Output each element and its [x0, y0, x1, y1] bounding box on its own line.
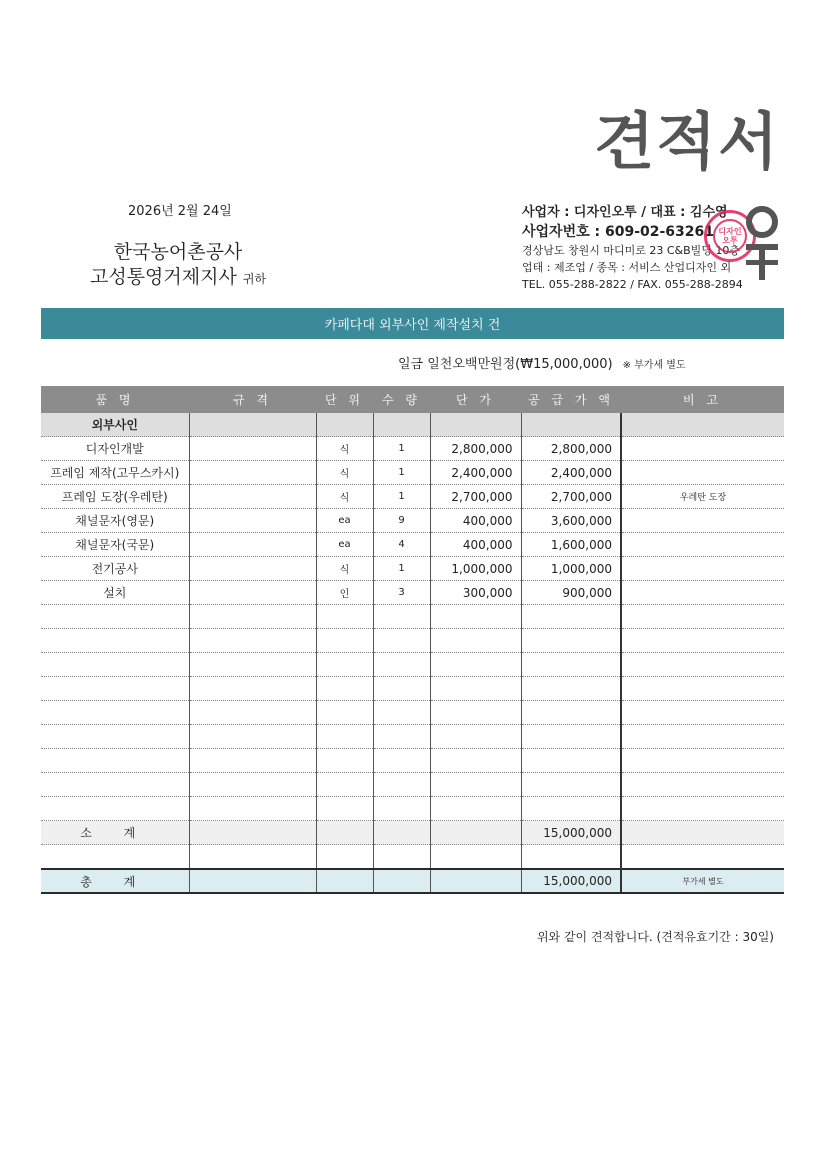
item-spec [189, 533, 316, 557]
recipient-block [90, 240, 266, 292]
project-title-bar [41, 308, 784, 339]
item-unit-price: 400,000 [430, 509, 521, 533]
item-name: 전기공사 [41, 557, 189, 581]
item-remarks [621, 533, 784, 557]
supplier-business-number: 사업자번호 : 609-02-63261 [522, 224, 714, 240]
empty-row [41, 749, 784, 773]
recipient-branch [90, 265, 266, 292]
item-remarks [621, 461, 784, 485]
item-remarks [621, 557, 784, 581]
subtotal-label: 소 계 [41, 821, 189, 845]
item-spec [189, 557, 316, 581]
item-amount: 900,000 [521, 581, 621, 605]
issue-date: 2026년 2월 24일 [128, 204, 232, 219]
item-unit: ea [316, 509, 373, 533]
subtotal-amount: 15,000,000 [521, 821, 621, 845]
empty-row [41, 677, 784, 701]
empty-row [41, 653, 784, 677]
header-supply-amount: 공 급 가 액 [521, 386, 621, 413]
table-row [41, 509, 784, 533]
item-unit: 인 [316, 581, 373, 605]
item-unit: 식 [316, 557, 373, 581]
item-spec [189, 509, 316, 533]
recipient-org: 한국농어촌공사 [113, 241, 243, 263]
item-unit: 식 [316, 461, 373, 485]
item-unit: 식 [316, 437, 373, 461]
header-unit: 단 위 [316, 386, 373, 413]
empty-row [41, 773, 784, 797]
project-title: 카페다대 외부사인 제작설치 건 [324, 318, 501, 333]
empty-row [41, 701, 784, 725]
item-remarks [621, 581, 784, 605]
empty-row [41, 797, 784, 821]
amount-in-words: 일금 일천오백만원정(₩15,000,000) [398, 357, 613, 372]
item-amount: 1,000,000 [521, 557, 621, 581]
item-spec [189, 581, 316, 605]
supplier-contact: TEL. 055-288-2822 / FAX. 055-288-2894 [522, 278, 743, 291]
item-name: 채널문자(국문) [41, 533, 189, 557]
total-note: 부가세 별도 [621, 869, 784, 893]
category-row [41, 413, 784, 437]
spacer-row [41, 845, 784, 870]
header-quantity: 수 량 [373, 386, 430, 413]
vat-note: ※ 부가세 별도 [622, 360, 686, 371]
header-item-name: 품 명 [41, 386, 189, 413]
item-remarks [621, 509, 784, 533]
item-remarks: 우레탄 도장 [621, 485, 784, 509]
item-amount: 3,600,000 [521, 509, 621, 533]
item-name: 디자인개발 [41, 437, 189, 461]
item-amount: 2,800,000 [521, 437, 621, 461]
table-row [41, 485, 784, 509]
item-quantity: 4 [373, 533, 430, 557]
recipient-branch-name: 고성통영거제지사 [90, 266, 237, 288]
table-row [41, 557, 784, 581]
supplier-address: 경상남도 창원시 마디미로 23 C&B빌딩 10층 [522, 244, 741, 257]
table-row [41, 461, 784, 485]
table-header-row [41, 386, 784, 413]
supplier-business-type: 업태 : 제조업 / 종목 : 서비스 산업디자인 외 [522, 261, 732, 274]
table-row [41, 533, 784, 557]
item-name: 채널문자(영문) [41, 509, 189, 533]
item-quantity: 1 [373, 437, 430, 461]
total-row [41, 869, 784, 893]
table-row [41, 581, 784, 605]
item-quantity: 1 [373, 485, 430, 509]
item-amount: 2,700,000 [521, 485, 621, 509]
item-spec [189, 437, 316, 461]
item-unit-price: 1,000,000 [430, 557, 521, 581]
empty-row [41, 725, 784, 749]
subtotal-row [41, 821, 784, 845]
recipient-honorific: 귀하 [242, 272, 267, 286]
item-amount: 2,400,000 [521, 461, 621, 485]
table-row [41, 437, 784, 461]
empty-row [41, 605, 784, 629]
item-quantity: 1 [373, 557, 430, 581]
item-name: 설치 [41, 581, 189, 605]
item-unit-price: 300,000 [430, 581, 521, 605]
item-quantity: 9 [373, 509, 430, 533]
item-remarks [621, 437, 784, 461]
supplier-company: 사업자 : 디자인오투 / 대표 : 김수영 [522, 205, 728, 220]
total-amount: 15,000,000 [521, 869, 621, 893]
item-name: 프레임 제작(고무스카시) [41, 461, 189, 485]
header-spec: 규 격 [189, 386, 316, 413]
item-unit-price: 400,000 [430, 533, 521, 557]
header-unit-price: 단 가 [430, 386, 521, 413]
item-unit-price: 2,700,000 [430, 485, 521, 509]
header-remarks: 비 고 [621, 386, 784, 413]
item-unit: ea [316, 533, 373, 557]
item-quantity: 1 [373, 461, 430, 485]
item-spec [189, 461, 316, 485]
closing-statement: 위와 같이 견적합니다. (견적유효기간 : 30일) [536, 930, 774, 944]
empty-row [41, 629, 784, 653]
total-label: 총 계 [41, 869, 189, 893]
total-amount-line [398, 353, 686, 372]
estimate-table [41, 386, 784, 894]
seal-text: 디자인오투 [713, 219, 747, 253]
category-label: 외부사인 [41, 413, 189, 437]
item-unit: 식 [316, 485, 373, 509]
item-quantity: 3 [373, 581, 430, 605]
item-unit-price: 2,800,000 [430, 437, 521, 461]
item-spec [189, 485, 316, 509]
item-amount: 1,600,000 [521, 533, 621, 557]
item-name: 프레임 도장(우레탄) [41, 485, 189, 509]
document-title: 견적서 [594, 105, 780, 178]
item-unit-price: 2,400,000 [430, 461, 521, 485]
company-logo-icon [744, 204, 780, 286]
